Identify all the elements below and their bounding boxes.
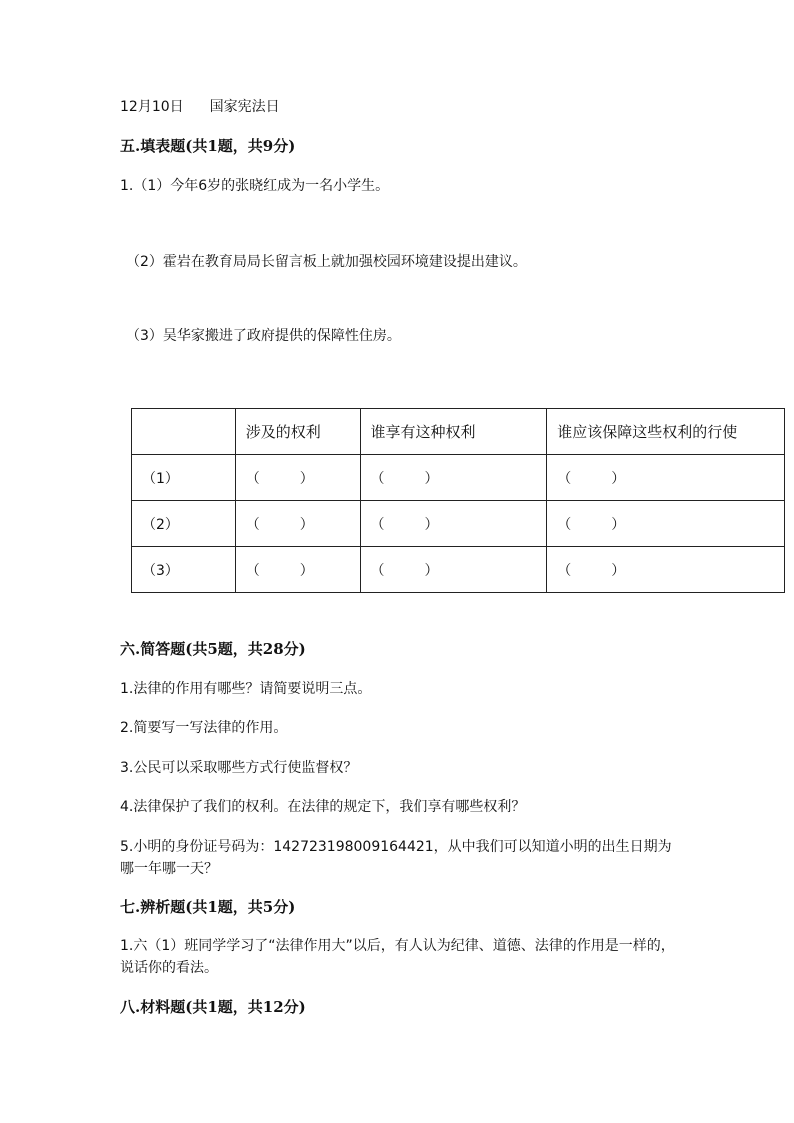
table-row <box>132 501 785 547</box>
section8-heading: 八.材料题(共1题，共12分) <box>120 998 306 1016</box>
answer-blank[interactable]: （ ） <box>547 455 785 501</box>
section6-question-5: 5.小明的身份证号码为：142723198009164421，从中我们可以知道小明的出生日期为哪一年哪一天？ <box>120 839 672 877</box>
answer-blank[interactable]: （ ） <box>360 501 547 547</box>
table-row <box>132 547 785 593</box>
row-label: （3） <box>132 547 236 593</box>
section6-heading: 六.简答题(共5题，共28分) <box>120 640 306 658</box>
section5-heading: 五.填表题(共1题，共9分) <box>120 137 296 155</box>
answer-blank[interactable]: （ ） <box>547 501 785 547</box>
answer-blank[interactable]: （ ） <box>360 455 547 501</box>
section6-question-1: 1.法律的作用有哪些？请简要说明三点。 <box>120 681 372 697</box>
fill-in-table <box>131 408 785 593</box>
section7-heading: 七.辨析题(共1题，共5分) <box>120 898 296 916</box>
table-header-guarantor: 谁应该保障这些权利的行使 <box>547 409 785 455</box>
answer-blank[interactable]: （ ） <box>360 547 547 593</box>
answer-blank[interactable]: （ ） <box>235 455 360 501</box>
day-name-text: 国家宪法日 <box>209 99 280 115</box>
section5-question-2: （2）霍岩在教育局局长留言板上就加强校园环境建设提出建议。 <box>126 254 527 270</box>
table-header-holder: 谁享有这种权利 <box>360 409 547 455</box>
section6-question-4: 4.法律保护了我们的权利。在法律的规定下，我们享有哪些权利？ <box>120 799 526 815</box>
answer-blank[interactable]: （ ） <box>547 547 785 593</box>
row-label: （1） <box>132 455 236 501</box>
section6-question-3: 3.公民可以采取哪些方式行使监督权？ <box>120 760 358 776</box>
constitution-day-line <box>120 96 280 118</box>
table-header-row <box>132 409 785 455</box>
answer-blank[interactable]: （ ） <box>235 547 360 593</box>
row-label: （2） <box>132 501 236 547</box>
answer-blank[interactable]: （ ） <box>235 501 360 547</box>
table-header-rights: 涉及的权利 <box>235 409 360 455</box>
table-row <box>132 455 785 501</box>
section5-question-1: 1.（1）今年6岁的张晓红成为一名小学生。 <box>120 178 390 194</box>
section5-question-3: （3）吴华家搬进了政府提供的保障性住房。 <box>126 328 401 344</box>
date-text: 12月10日 <box>120 99 184 115</box>
section6-question-2: 2.简要写一写法律的作用。 <box>120 720 288 736</box>
section7-question-1: 1.六（1）班同学学习了“法律作用大”以后，有人认为纪律、道德、法律的作用是一样的，说话你的看法。 <box>120 938 675 976</box>
table-header-blank <box>132 409 236 455</box>
